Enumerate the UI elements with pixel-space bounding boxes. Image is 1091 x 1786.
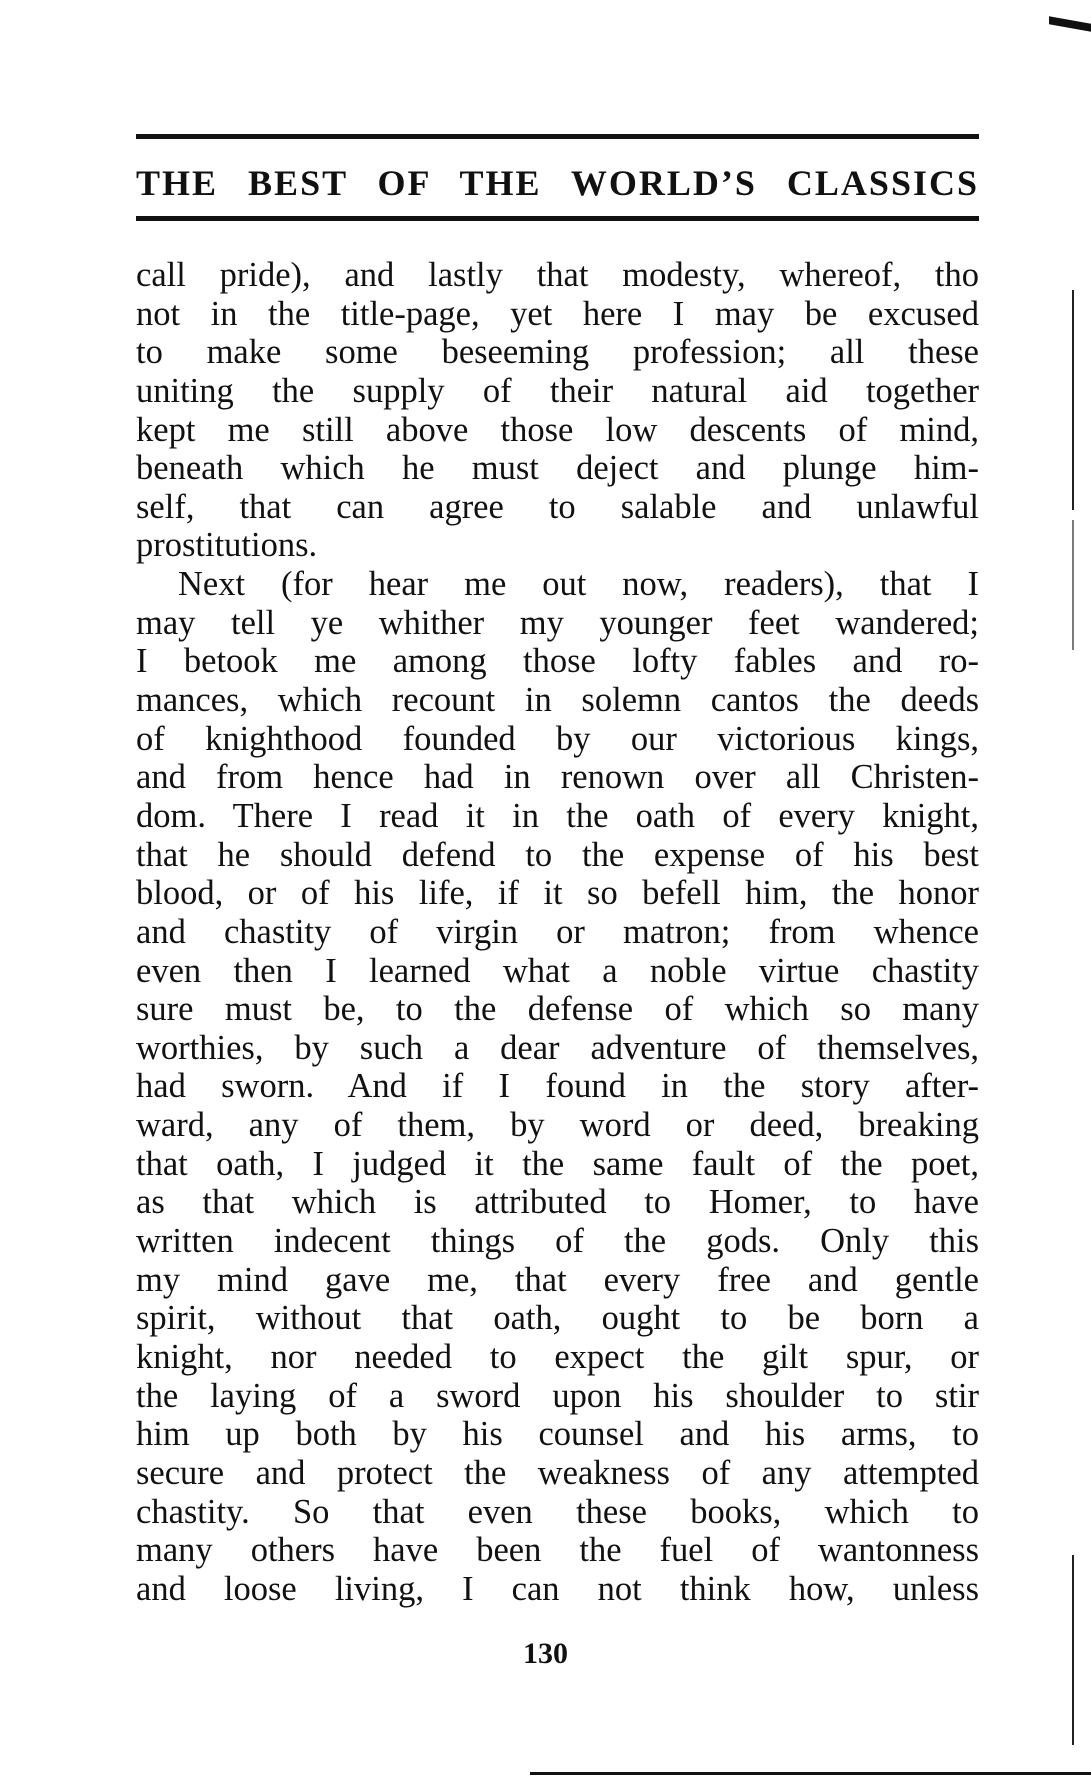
text-line: not in the title-page, yet here I may be excused	[136, 294, 979, 333]
text-line: blood, or of his life, if it so befell him, the honor	[136, 874, 979, 913]
scan-edge-line	[1072, 290, 1074, 510]
scan-corner-mark	[1049, 16, 1091, 31]
header-rule-top	[136, 134, 979, 139]
text-line: uniting the supply of their natural aid together	[136, 371, 979, 410]
scan-foot-line	[530, 1772, 1091, 1775]
page-number: 130	[523, 1637, 568, 1670]
text-line: even then I learned what a noble virtue chastity	[136, 951, 979, 990]
text-line: and loose living, I can not think how, unless	[136, 1569, 979, 1608]
text-line: knight, nor needed to expect the gilt spur, or	[136, 1337, 979, 1376]
body-text	[136, 256, 979, 1608]
text-line: him up both by his counsel and his arms, to	[136, 1415, 979, 1454]
text-line: worthies, by such a dear adventure of themselves,	[136, 1028, 979, 1067]
scan-edge-line	[1072, 1555, 1074, 1745]
text-line: had sworn. And if I found in the story after-	[136, 1067, 979, 1106]
text-line: many others have been the fuel of wantonness	[136, 1531, 979, 1570]
text-line: chastity. So that even these books, which to	[136, 1492, 979, 1531]
header-rule-bottom	[136, 216, 979, 221]
text-line: to make some beseeming profession; all these	[136, 333, 979, 372]
text-line: and chastity of virgin or matron; from whence	[136, 912, 979, 951]
text-line: I betook me among those lofty fables and ro-	[136, 642, 979, 681]
text-line: beneath which he must deject and plunge him-	[136, 449, 979, 488]
text-line: self, that can agree to salable and unlawful	[136, 487, 979, 526]
text-line: may tell ye whither my younger feet wandered;	[136, 603, 979, 642]
text-line: spirit, without that oath, ought to be born a	[136, 1299, 979, 1338]
text-line: sure must be, to the defense of which so many	[136, 990, 979, 1029]
text-line: that he should defend to the expense of his best	[136, 835, 979, 874]
text-line: that oath, I judged it the same fault of the poet,	[136, 1144, 979, 1183]
text-line: my mind gave me, that every free and gentle	[136, 1260, 979, 1299]
running-title: THE BEST OF THE WORLD’S CLASSICS	[136, 163, 979, 203]
text-line: secure and protect the weakness of any attempted	[136, 1453, 979, 1492]
text-line: mances, which recount in solemn cantos the deeds	[136, 681, 979, 720]
text-line: as that which is attributed to Homer, to have	[136, 1183, 979, 1222]
text-line: dom. There I read it in the oath of every knight,	[136, 796, 979, 835]
text-line: prostitutions.	[136, 526, 318, 565]
text-line: of knighthood founded by our victorious kings,	[136, 719, 979, 758]
text-line: the laying of a sword upon his shoulder to stir	[136, 1376, 979, 1415]
scan-edge-line	[1072, 520, 1074, 650]
text-line: and from hence had in renown over all Christen-	[136, 758, 979, 797]
text-line: call pride), and lastly that modesty, whereof, tho	[136, 256, 979, 294]
text-line: kept me still above those low descents of mind,	[136, 410, 979, 449]
text-line: written indecent things of the gods. Only this	[136, 1222, 979, 1261]
text-line: ward, any of them, by word or deed, breaking	[136, 1106, 979, 1145]
text-line: Next (for hear me out now, readers), that I	[178, 565, 979, 604]
